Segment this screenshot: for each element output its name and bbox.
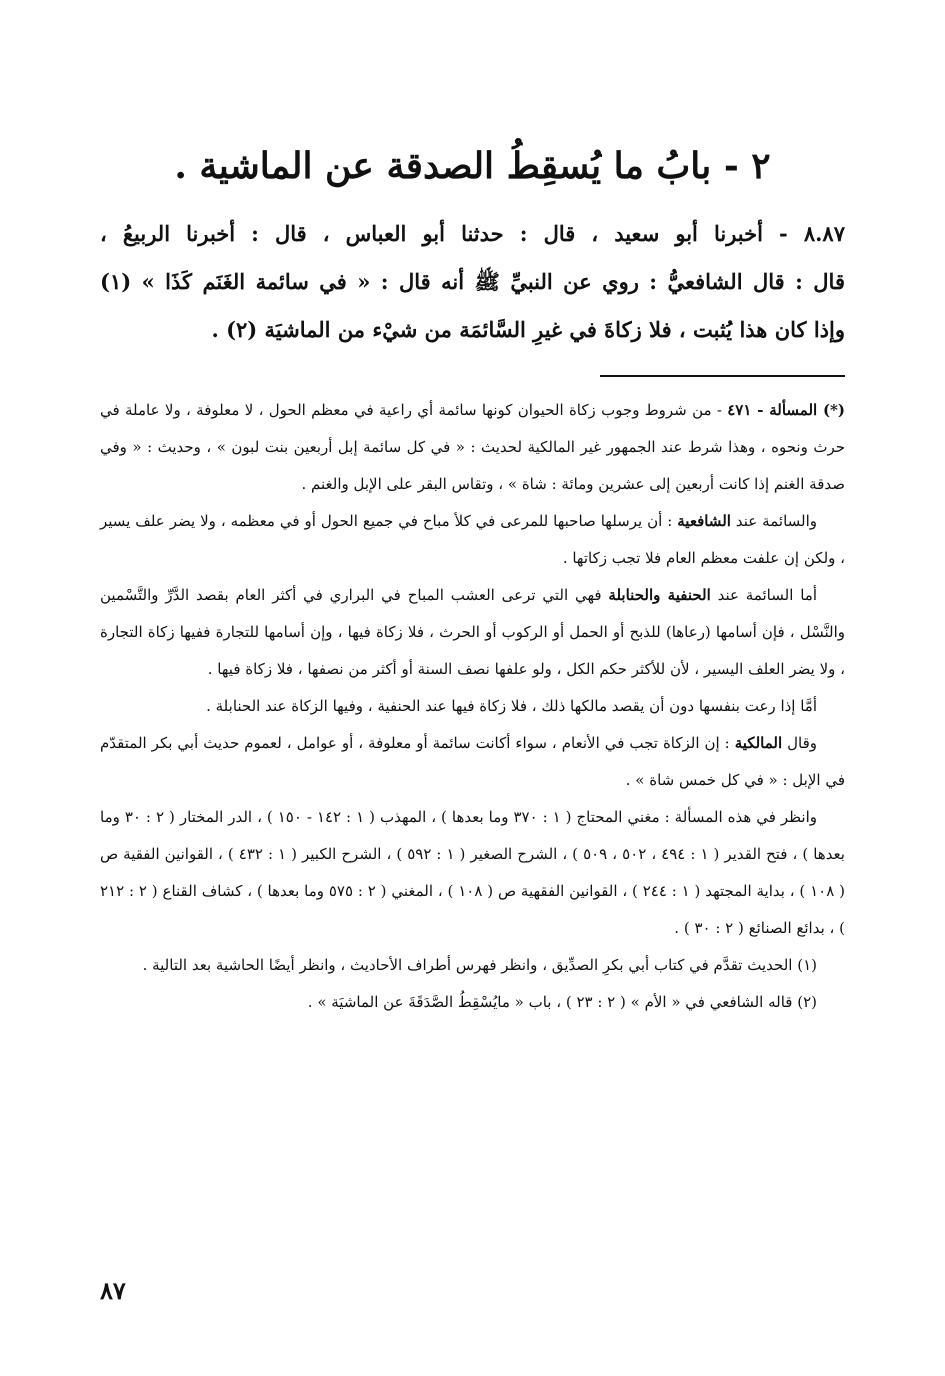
note-text: فهي التي ترعى العشب المباح في البراري في أكثر العام بقصد الدَّرِّ والتَّسْمين والنَّسْل ، فإن أسامها (رعاها) للذبح أو الحمل أو الركوب أو الحرث ، فلا زكاة فيها ، وإن أسامها للتجارة ففيها زكاة التجارة ، ولا يضر العلف اليسير ، لأن للأكثر حكم الكل ، ولو علفها نصف السنة أو أكثر من نصفها ، فلا زكاة فيها . [100,586,845,678]
note-hanafi-hanbali [100,577,845,688]
note-maliki [100,725,845,799]
note-text: : إن الزكاة تجب في الأنعام ، سواء أكانت سائمة أو معلوفة ، أو عوامل ، لعموم حديث أبي بكر المتقدّم في الإبل : « في كل خمس شاة » . [100,734,845,789]
hadith-line-1: ٨.٨٧ - أخبرنا أبو سعيد ، قال : حدثنا أبو العباس ، قال : أخبرنا الربيعُ ، [100,221,845,246]
note-text: والسائمة عند [730,512,818,530]
footnote-1: (١) الحديث تقدَّم في كتاب أبي بكرِ الصدِّيق ، وانظر فهرس أطراف الأحاديث ، وانظر أيضًا الحاشية بعد التالية . [142,956,817,974]
hadith-line-3: وإذا كان هذا يُثبت ، فلا زكاةَ في غيرِ السَّائمَة من شيْء من الماشيَة (٢) . [211,317,845,342]
note-text: : أن يرسلها صاحبها للمرعى في كلأ مباح في جميع الحول أو في معظمه ، ولا يضر علف يسير ، ولكن إن علفت معظم العام فلا تجب زكاتها . [100,512,845,567]
footnote-divider [600,375,845,377]
page-number: ٨٧ [100,1276,126,1305]
note-school-name: الشافعية [677,512,731,530]
note-references: وانظر في هذه المسألة : مغني المحتاج ( ١ : ٣٧٠ وما بعدها ) ، المهذب ( ١ : ١٤٢ - ١٥٠ ) ، الدر المختار ( ٢ : ٣٠ وما بعدها ) ، فتح القدير ( ١ : ٤٩٤ ، ٥٠٢ ، ٥٠٩ ) ، الشرح الصغير ( ١ : ٥٩٢ ) ، الشرح الكبير ( ١ : ٤٣٢ ) ، القوانين الفقية ص ( ١٠٨ ) ، بداية المجتهد ( ١ : ٢٤٤ ) ، القوانين الفقهية ص ( ١٠٨ ) ، المغني ( ٢ : ٥٧٥ وما بعدها ) ، كشاف القناع ( ٢ : ٢١٢ ) ، بدائع الصنائع ( ٢ : ٣٠ ) . [100,808,845,937]
footnote-2: (٢) قاله الشافعي في « الأم » ( ٢ : ٢٣ ) ، باب « مايُسْقِطُ الصَّدَقَةَ عن الماشيَة » . [307,993,817,1011]
hadith-line-2: قال : قال الشافعيُّ : روي عن النبيِّ ﷺ أنه قال : « في سائمة الغَنَم كَذَا » (١) [100,269,845,294]
hadith-text [100,210,845,354]
note-shafii [100,503,845,577]
footnotes-section [100,392,845,1021]
chapter-title: ٢ - بابُ ما يُسقِطُ الصدقة عن الماشية . [174,145,771,187]
note-issue-text: - من شروط وجوب زكاة الحيوان كونها سائمة أي راعية في معظم الحول ، لا معلوفة ، ولا عاملة في حرث ونحوه ، وهذا شرط عند الجمهور غير المالكية لحديث : « في كل سائمة إبل أربعين بنت لبون » ، وحديث : « وفي صدقة الغنم إذا كانت أربعين إلى عشرين ومائة : شاة » ، وتقاس البقر على الإبل والغنم . [100,401,845,493]
note-text: وقال [782,734,817,752]
note-issue-471 [100,392,845,503]
note-school-name: الحنفية والحنابلة [608,586,711,604]
note-grazing: أمَّا إذا رعت بنفسها دون أن يقصد مالكها ذلك ، فلا زكاة فيها عند الحنفية ، وفيها الزكاة عند الحنابلة . [206,697,817,715]
note-issue-label: (*) المسألة - ٤٧١ [727,401,845,419]
note-text: أما السائمة عند [710,586,817,604]
note-school-name: المالكية [734,734,783,752]
